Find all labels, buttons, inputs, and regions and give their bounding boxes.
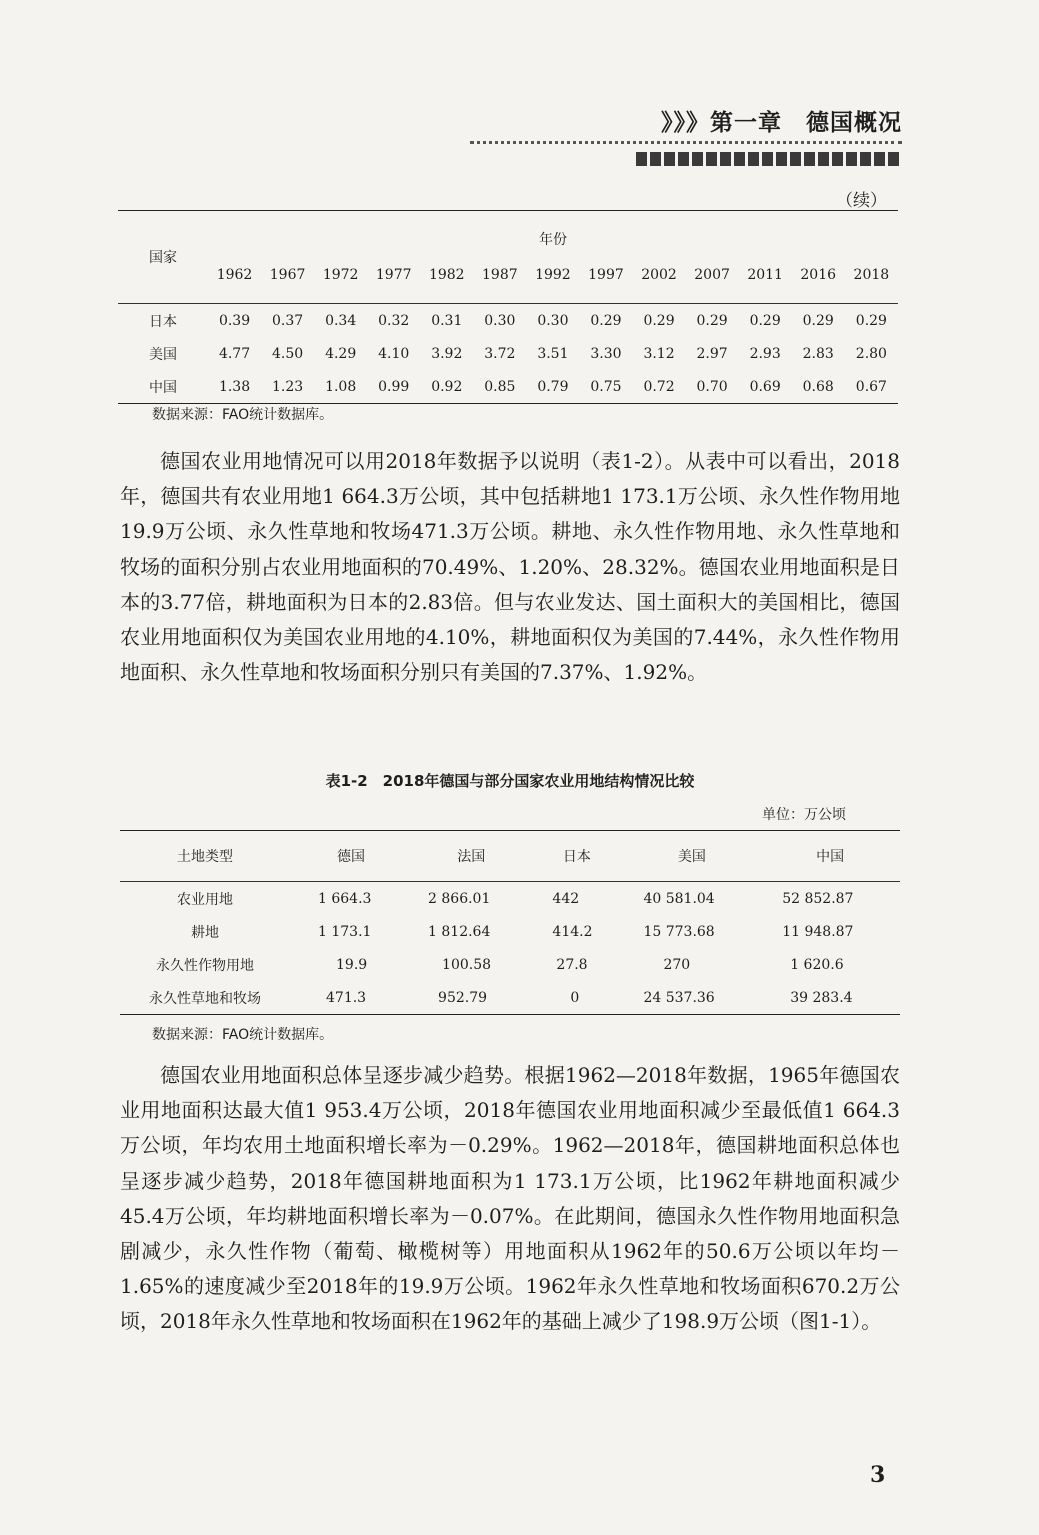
table-row xyxy=(120,981,900,1015)
land-type-cell: 永久性作物用地 xyxy=(156,957,254,974)
value-cell: 0.31 xyxy=(431,312,463,329)
land-type-cell: 农业用地 xyxy=(177,891,233,908)
year-cell: 1992 xyxy=(535,267,571,283)
header-land-type: 土地类型 xyxy=(177,849,233,865)
year-row xyxy=(118,267,898,304)
value-cell: 100.58 xyxy=(442,956,492,973)
value-cell: 0.69 xyxy=(749,378,781,395)
value-cell: 0 xyxy=(570,989,580,1006)
value-cell: 4.29 xyxy=(325,345,357,362)
table1-source-note: 数据来源：FAO统计数据库。 xyxy=(152,407,334,423)
value-cell: 1.38 xyxy=(218,378,251,395)
value-cell: 2.80 xyxy=(855,345,887,362)
table-row xyxy=(118,337,898,370)
value-cell: 4.77 xyxy=(218,345,251,362)
value-cell: 0.85 xyxy=(484,378,516,395)
value-cell: 2.97 xyxy=(696,345,728,362)
value-cell: 414.2 xyxy=(552,923,593,940)
year-cell: 2018 xyxy=(853,267,890,283)
value-cell: 1.23 xyxy=(272,378,304,395)
value-cell: 0.34 xyxy=(325,312,357,329)
value-cell: 3.30 xyxy=(590,345,622,362)
value-cell: 0.92 xyxy=(431,378,463,395)
page-number: 3 xyxy=(870,1462,886,1488)
value-cell: 0.29 xyxy=(802,312,834,329)
header-dotted-rule xyxy=(470,141,902,144)
value-cell: 0.99 xyxy=(378,378,410,395)
body-paragraph-1: 德国农业用地情况可以用2018年数据予以说明（表1-2）。从表中可以看出，2018年，德国共有农业用地1 664.3万公顷，其中包括耕地1 173.1万公顷、永久性作物用地19.9万公顷、永久性草地和牧场471.3万公顷。耕地、永久性作物用地、永久性草地和牧场的面积分别占农业用地面积的70.49%、1.20%、28.32%。德国农业用地面积是日本的3.77倍，耕地面积为日本的2.83倍。但与农业发达、国土面积大的美国相比，德国农业用地面积仅为美国农业用地的4.10%，耕地面积仅为美国的7.44%，永久性作物用地面积、永久性草地和牧场面积分别只有美国的7.37%、1.92%。 xyxy=(120,449,900,685)
land-type-cell: 永久性草地和牧场 xyxy=(149,990,261,1007)
value-cell: 3.92 xyxy=(431,345,463,362)
value-cell: 24 537.36 xyxy=(643,989,715,1006)
value-cell: 1 812.64 xyxy=(428,923,491,940)
year-cell: 1997 xyxy=(588,267,624,283)
header-china: 中国 xyxy=(816,849,845,865)
table-row xyxy=(120,915,900,948)
value-cell: 52 852.87 xyxy=(782,890,854,907)
year-cell: 2011 xyxy=(747,267,783,283)
table-1-2 xyxy=(120,830,900,1015)
year-cell: 1987 xyxy=(482,267,518,283)
value-cell: 270 xyxy=(663,956,691,973)
value-cell: 0.30 xyxy=(484,312,516,329)
value-cell: 442 xyxy=(552,890,580,907)
running-header xyxy=(470,104,902,166)
value-cell: 2.93 xyxy=(749,345,781,362)
year-cell: 2016 xyxy=(800,267,837,283)
country-cell: 美国 xyxy=(149,346,177,363)
country-cell: 中国 xyxy=(149,379,177,396)
year-cell: 1977 xyxy=(375,267,412,283)
value-cell: 0.72 xyxy=(643,378,675,395)
value-cell: 0.39 xyxy=(218,312,251,329)
value-cell: 15 773.68 xyxy=(643,923,715,940)
value-cell: 11 948.87 xyxy=(782,923,854,940)
value-cell: 39 283.4 xyxy=(790,989,853,1006)
table-row xyxy=(120,882,900,916)
value-cell: 0.32 xyxy=(378,312,410,329)
value-cell: 0.29 xyxy=(855,312,887,329)
value-cell: 0.70 xyxy=(696,378,728,395)
header-decorative-bar xyxy=(636,152,902,166)
value-cell: 0.29 xyxy=(749,312,781,329)
chapter-title: 》》》第一章 德国概况 xyxy=(661,110,902,136)
value-cell: 19.9 xyxy=(336,956,368,973)
value-cell: 27.8 xyxy=(556,956,588,973)
value-cell: 4.10 xyxy=(378,345,410,362)
year-cell: 1972 xyxy=(322,267,359,283)
value-cell: 0.29 xyxy=(590,312,622,329)
value-cell: 3.72 xyxy=(484,345,516,362)
country-cell: 日本 xyxy=(149,313,177,330)
value-cell: 3.12 xyxy=(643,345,675,362)
value-cell: 2.83 xyxy=(802,345,834,362)
value-cell: 2 866.01 xyxy=(428,890,491,907)
body-paragraph-2: 德国农业用地面积总体呈逐步减少趋势。根据1962—2018年数据，1965年德国农业用地面积达最大值1 953.4万公顷，2018年德国农业用地面积减少至最低值1 664.3万公顷，年均农用土地面积增长率为－0.29%。1962—2018年，德国耕地面积总体也呈逐步减少趋势，2018年德国耕地面积为1 173.1万公顷，比1962年耕地面积减少45.4万公顷，年均耕地面积增长率为－0.07%。在此期间，德国永久性作物用地面积急剧减少，永久性作物（葡萄、橄榄树等）用地面积从1962年的50.6万公顷以年均－1.65%的速度减少至2018年的19.9万公顷。1962年永久性草地和牧场面积670.2万公顷，2018年永久性草地和牧场面积在1962年的基础上减少了198.9万公顷（图1-1）。 xyxy=(120,1063,900,1334)
country-column-header: 国家 xyxy=(149,250,177,266)
table-1-1-continued xyxy=(118,210,898,404)
table-row xyxy=(118,304,898,338)
value-cell: 0.29 xyxy=(643,312,675,329)
value-cell: 0.67 xyxy=(855,378,887,395)
continued-label: （续） xyxy=(836,191,887,211)
value-cell: 0.30 xyxy=(537,312,569,329)
value-cell: 0.29 xyxy=(696,312,728,329)
value-cell: 0.75 xyxy=(590,378,622,395)
value-cell: 1 664.3 xyxy=(318,890,372,907)
value-cell: 1 620.6 xyxy=(790,956,844,973)
table2-caption: 表1-2 2018年德国与部分国家农业用地结构情况比较 xyxy=(325,772,695,790)
year-column-header: 年份 xyxy=(539,232,567,248)
value-cell: 4.50 xyxy=(272,345,304,362)
value-cell: 952.79 xyxy=(438,989,488,1006)
table2-header-row xyxy=(120,831,900,882)
value-cell: 3.51 xyxy=(537,345,569,362)
table2-unit: 单位：万公顷 xyxy=(762,807,846,823)
land-type-cell: 耕地 xyxy=(191,924,219,941)
header-germany: 德国 xyxy=(337,849,366,865)
year-cell: 2002 xyxy=(641,267,677,283)
value-cell: 471.3 xyxy=(326,989,367,1006)
table-row xyxy=(118,370,898,404)
table-row xyxy=(120,948,900,981)
header-japan: 日本 xyxy=(562,849,591,865)
value-cell: 1.08 xyxy=(325,378,357,395)
value-cell: 0.79 xyxy=(537,378,569,395)
value-cell: 0.37 xyxy=(272,312,304,329)
header-usa: 美国 xyxy=(677,849,706,865)
header-france: 法国 xyxy=(457,849,486,865)
year-cell: 1982 xyxy=(428,267,465,283)
value-cell: 40 581.04 xyxy=(643,890,715,907)
year-cell: 2007 xyxy=(694,267,730,283)
year-cell: 1962 xyxy=(216,267,253,283)
value-cell: 0.68 xyxy=(802,378,834,395)
value-cell: 1 173.1 xyxy=(318,923,372,940)
table2-source-note: 数据来源：FAO统计数据库。 xyxy=(152,1027,334,1043)
year-cell: 1967 xyxy=(269,267,306,283)
